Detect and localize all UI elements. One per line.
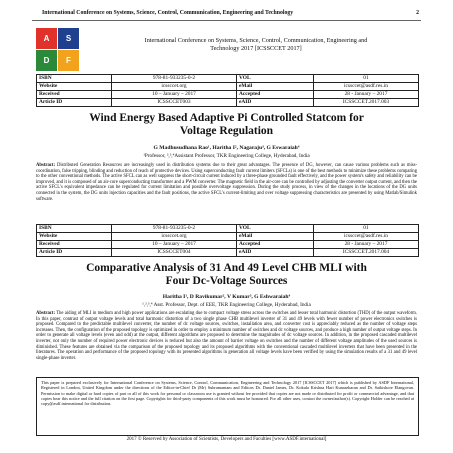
table-row bbox=[37, 83, 419, 91]
abstract-label: Abstract: bbox=[36, 163, 56, 168]
table-row bbox=[37, 233, 419, 241]
publication-notice: This paper is prepared exclusively for International Conference on Systems, Science, Control, Communication, Engineering and Technology 2017 [ICSSCCET 2017] which is published by ASDF International, Registered in London, United Kingdom under the directions of the Editor-in-Chief Dr (Mr) Subramaniam and Editors Dr. Daniel James, Dr. Kokula Krishna Hari Kunasekaran and Dr. Saikishore Elangovan. Permission to make digital or hard copies of part or all of this work for personal or classroom use is granted without fee provided that copies are not made or distributed for profit or commercial advantage, and that copies bear this notice and the full citation on the first page. Copyrights for third-party components of this work must be honoured. For all other uses, contact the owner/author(s). Copyright Holder can be reached at copy@asdf.international for distribution. bbox=[36, 377, 419, 436]
paper2-affiliation: ¹,²,³,⁴ Asst. Professor, Dept. of EEE, TKR Engineering College, Hyderabad, India bbox=[142, 302, 311, 308]
journal-title: International Conference on Systems, Science, Control, Communication, Engineering and Technology bbox=[42, 10, 294, 16]
meta-key: eAID bbox=[237, 99, 314, 107]
table-row bbox=[37, 249, 419, 257]
meta-value: ICSSCCET.2017.004 bbox=[314, 249, 419, 257]
abstract-label: Abstract: bbox=[36, 311, 56, 316]
meta-value: ICSSCCET003 bbox=[112, 99, 237, 107]
meta-value: 28 - January – 2017 bbox=[314, 91, 419, 99]
table-row bbox=[37, 75, 419, 83]
copyright-line: 2017 © Reserved by Association of Scientists, Developers and Faculties [www.ASDF.international] bbox=[126, 437, 327, 442]
paper1-abstract bbox=[36, 163, 417, 202]
meta-value: 978-81-933235-0-2 bbox=[112, 75, 237, 83]
meta-key: eMail bbox=[237, 233, 314, 241]
meta-key: VOL bbox=[237, 75, 314, 83]
meta-key: ISBN bbox=[37, 75, 112, 83]
meta-key: Received bbox=[37, 241, 112, 249]
meta-value: ICSSCCET.2017.003 bbox=[314, 99, 419, 107]
meta-key: Article ID bbox=[37, 249, 112, 257]
paper2-title-line-1: Comparative Analysis of 31 And 49 Level CHB MLI with bbox=[86, 262, 367, 274]
meta-value: ICSSCCET004 bbox=[112, 249, 237, 257]
meta-value: 01 bbox=[314, 75, 419, 83]
paper2-title-line-2: Four Dc-Voltage Sources bbox=[165, 275, 288, 287]
paper1-title-line-2: Voltage Regulation bbox=[179, 125, 274, 137]
conference-line-2: Technology 2017 [ICSSCCET 2017] bbox=[210, 45, 302, 52]
table-row bbox=[37, 241, 419, 249]
asdf-logo bbox=[36, 28, 80, 72]
meta-value: icssccet@asdf.res.in bbox=[314, 233, 419, 241]
meta-key: Website bbox=[37, 233, 112, 241]
meta-key: Accepted bbox=[237, 91, 314, 99]
abstract-text: The aiding of MLI in medium and high power applications are escalating due to compact voltage stress across the switches and lesser total harmonic distortion (THD) of the output waveform. In this paper, contrast of output voltage levels and total harmonic distortion of a two single phase CHB multilevel inverter of 31 and 49 levels with fewer number of power electronics switches is proposed. Compared to the predictable multilevel converter, the number of dc voltage sources, switches, installation area, and converter cost is appreciably reduced as the number of voltage steps increases. Then, the configuration of the proposed topology is optimized in order to employ a minimum number of switches and dc voltage sources, and produce a high number of output voltage steps. In order to generate all voltage levels (even and odd) at the output, different algorithms are proposed to determine the magnitudes of dc voltage sources. In addition, in the proposed cascaded multilevel inverter, not only the number of required power electronic devices is reduced but also the amount of barrier voltage on switches and the number of different voltage amplitudes of the used sources is diminished. These features are obtained via the comparison of the proposed topology and its proposed algorithms with the conventional cascaded multilevel inverters that have been presented in the literatures. The operation and performance of the proposed topology with its presented algorithms in generation all voltage levels have been verified by using the simulation results of a 31 and 49 level single-phase inverter. bbox=[36, 311, 417, 361]
logo-letter-s: S bbox=[58, 28, 79, 49]
paper1-authors: G Madhusudhana Rao¹, Haritha I², Nagaraju³, G Eswaraiah⁴ bbox=[153, 145, 300, 151]
logo-letter-a: A bbox=[36, 28, 57, 49]
meta-value: 978-81-933235-0-2 bbox=[112, 225, 237, 233]
conference-name bbox=[86, 37, 426, 53]
logo-letter-d: D bbox=[36, 50, 57, 71]
paper2-meta-table bbox=[36, 224, 419, 257]
paper1-title-line-1: Wind Energy Based Adaptive Pi Controlled Statcom for bbox=[89, 112, 364, 124]
table-row bbox=[37, 225, 419, 233]
conference-line-1: International Conference on Systems, Science, Control, Communication, Engineering and bbox=[144, 37, 368, 44]
table-row bbox=[37, 91, 419, 99]
page-number: 2 bbox=[416, 10, 419, 16]
paper1-title bbox=[32, 112, 421, 138]
meta-key: eAID bbox=[237, 249, 314, 257]
paper1-affiliation: ¹Professor, ²,³,⁴Assistant Professor, TKR Engineering College, Hyderabad, India bbox=[143, 153, 310, 159]
meta-value: 10 – January – 2017 bbox=[112, 91, 237, 99]
meta-key: eMail bbox=[237, 83, 314, 91]
paper2-abstract bbox=[36, 311, 417, 361]
logo-letter-f: F bbox=[58, 50, 79, 71]
meta-key: Received bbox=[37, 91, 112, 99]
paper1-meta-table bbox=[36, 74, 419, 107]
meta-key: Article ID bbox=[37, 99, 112, 107]
meta-key: VOL bbox=[237, 225, 314, 233]
meta-key: Accepted bbox=[237, 241, 314, 249]
meta-value: icssccet.org bbox=[112, 233, 237, 241]
meta-value: icssccet@asdf.res.in bbox=[314, 83, 419, 91]
running-header bbox=[32, 8, 421, 21]
table-row bbox=[37, 99, 419, 107]
abstract-text: Distributed Generation Resources are increasingly used in distribution systems due to their great advantages. The presence of DG, however, can cause various problems such as miss-coordination, false tripping, blinding and reduction of reach of protective devices. Using superconducting fault current limiters (SFCLs) is one of the best methods to minimize these problems comparing to the other conventional methods. The active SFCL can as well suppress the short-circuit current induced by a three-phase grounded fault effectively, and the power system's safety and reliability can be improved, and it is composed of an air-core superconducting transformer and a PWM converter. The magnetic field in the air-core can be controlled by adjusting the converter output current, and then the active SFCL's equivalent impedance can be regulated for current limitation and possible overvoltage suppression. During the study process, in view of the changes in the locations of the DG units connected in the system, the DG units injection capacities and the fault positions, the active SFCL's current-limiting and over voltage suppressing characteristics are presented by using Matlab/Simulink software. bbox=[36, 163, 418, 202]
meta-value: icssccet.org bbox=[112, 83, 237, 91]
meta-value: 01 bbox=[314, 225, 419, 233]
meta-key: Website bbox=[37, 83, 112, 91]
meta-key: ISBN bbox=[37, 225, 112, 233]
paper2-authors: Haritha I¹, D Ravikumar², V Kumar³, G Eshwaraiah⁴ bbox=[162, 294, 291, 300]
meta-value: 28 - January – 2017 bbox=[314, 241, 419, 249]
paper2-title bbox=[32, 262, 421, 288]
meta-value: 10 – January – 2017 bbox=[112, 241, 237, 249]
